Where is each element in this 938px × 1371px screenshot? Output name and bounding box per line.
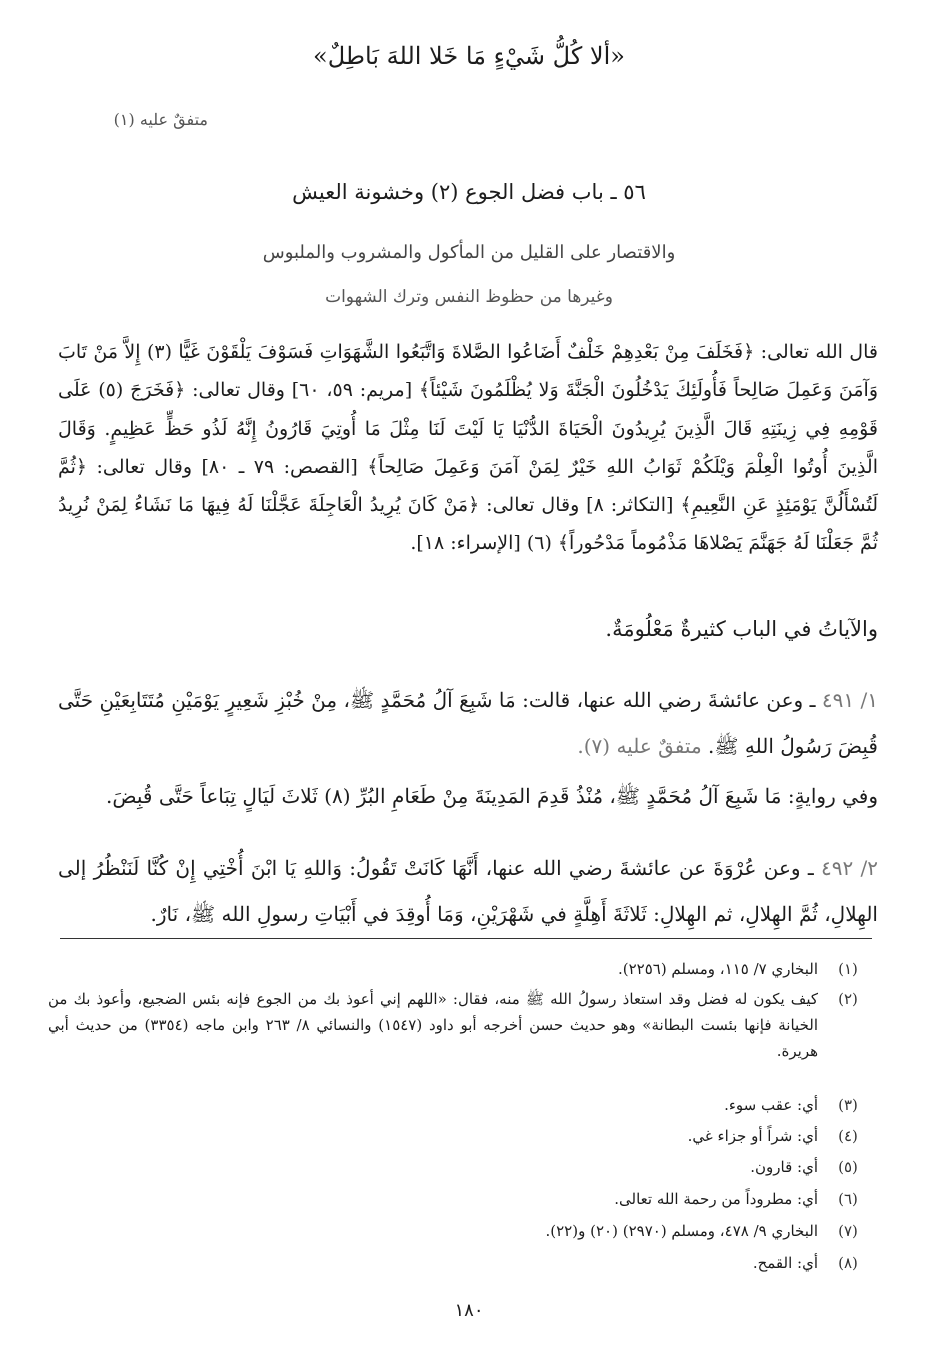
chapter-subtitle-1: والاقتصار على القليل من المأكول والمشروب والملبوس bbox=[262, 242, 676, 263]
hadith-492-number: ٢/ ٤٩٢ bbox=[821, 856, 878, 880]
footnote-3 bbox=[48, 1092, 878, 1118]
footnote-1 bbox=[48, 956, 878, 982]
top-agreed-text: متفقٌ عليه bbox=[139, 110, 208, 129]
footnote-text: أي: قارون. bbox=[750, 1158, 818, 1176]
footnote-text: البخاري ٧/ ١١٥، ومسلم (٢٢٥٦). bbox=[617, 960, 818, 978]
footnote-number: (٨) bbox=[838, 1254, 858, 1272]
footnote-number: (٥) bbox=[838, 1158, 858, 1176]
footnote-divider bbox=[60, 938, 872, 939]
hadith-491-text: ـ وعن عائشةَ رضي الله عنها، قالت: مَا شَبِعَ آلُ مُحَمَّدٍ ﷺ، مِنْ خُبْزِ شَعِيرٍ يَوْمَيْنِ مُتَتَابِعَيْنِ حَتَّى قُبِضَ رَسُولُ اللهِ ﷺ. bbox=[58, 688, 878, 758]
footnote-6 bbox=[48, 1186, 878, 1212]
footnote-number: (٢) bbox=[838, 990, 858, 1008]
footnote-text: كيف يكون له فضل وقد استعاذ رسولُ الله ﷺ منه، فقال: «اللهم إني أعوذ بك من الجوع فإنه بئس الضجيع، وأعوذ بك من الخيانة فإنها بئست البطانة» وهو حديث حسن أخرجه أبو داود (١٥٤٧) والنسائي ٨/ ٢٦٣ وابن ماجه (٣٣٥٤) من حديث أبي هريرة. bbox=[48, 990, 818, 1060]
footnote-text: أي: شراً أو جزاء غي. bbox=[687, 1127, 818, 1145]
chapter-title: ٥٦ ـ باب فضل الجوع (٢) وخشونة العيش bbox=[292, 180, 646, 204]
top-agreed-note bbox=[114, 110, 208, 129]
hadith-492 bbox=[58, 845, 878, 937]
chapter-subtitle-2: وغيرها من حظوظ النفس وترك الشهوات bbox=[325, 287, 613, 307]
page-number: ١٨٠ bbox=[454, 1300, 484, 1321]
footnote-number: (٣) bbox=[838, 1096, 858, 1114]
footnote-number: (٧) bbox=[838, 1222, 858, 1240]
footnote-number: (٤) bbox=[838, 1127, 858, 1145]
hadith-492-text: ـ وعن عُرْوَةَ عن عائشةَ رضي الله عنها، أَنَّهَا كَانَتْ تَقُولُ: وَاللهِ يَا ابْنَ أُخْتِي إِنْ كُنَّا لَنَنْظُرُ إلى الهِلالِ، ثُمَّ الهِلالِ، ثم الهِلالِ: ثَلاثَةَ أَهِلَّةٍ في شَهْرَيْنِ، وَمَا أُوقِدَ في أَبْيَاتِ رسولِ الله ﷺ، نَارٌ. bbox=[58, 856, 878, 926]
footnote-number: (٦) bbox=[838, 1190, 858, 1208]
footnote-2 bbox=[48, 986, 878, 1064]
ayat-note: والآياتُ في الباب كثيرةٌ مَعْلُومَةٌ. bbox=[605, 617, 878, 641]
footnote-4 bbox=[48, 1123, 878, 1149]
top-agreed-ref: (١) bbox=[113, 110, 135, 129]
footnote-text: البخاري ٩/ ٤٧٨، ومسلم (٢٩٧٠) (٢٠) و(٢٢). bbox=[545, 1222, 818, 1240]
riwaya-line: وفي روايةٍ: مَا شَبِعَ آلُ مُحَمَّدٍ ﷺ، مُنْذُ قَدِمَ المَدِينَةَ مِنْ طَعَامِ البُرِّ (٨) ثَلاثَ لَيَالٍ تِبَاعاً حَتَّى قُبِضَ. bbox=[106, 784, 878, 808]
footnote-8 bbox=[48, 1250, 878, 1276]
footnote-5 bbox=[48, 1154, 878, 1180]
quran-verses-paragraph: قال الله تعالى: ﴿فَخَلَفَ مِنْ بَعْدِهِمْ خَلْفٌ أَضَاعُوا الصَّلاةَ وَاتَّبَعُوا الشَّهَوَاتِ فَسَوْفَ يَلْقَوْنَ غَيًّا (٣) إِلاَّ مَنْ تَابَ وَآمَنَ وَعَمِلَ صَالِحاً فَأُولَئِكَ يَدْخُلُونَ الْجَنَّةَ وَلا يُظْلَمُونَ شَيْئاً﴾ [مريم: ٥٩، ٦٠] وقال تعالى: ﴿فَخَرَجَ (٥) عَلَى قَوْمِهِ فِي زِينَتِهِ قَالَ الَّذِينَ يُرِيدُونَ الْحَيَاةَ الدُّنْيَا يَا لَيْتَ لَنَا مِثْلَ مَا أُوتِيَ قَارُونُ إِنَّهُ لَذُو حَظٍّ عَظِيمٍ. وَقَالَ الَّذِينَ أُوتُوا الْعِلْمَ وَيْلَكُمْ ثَوَابُ اللهِ خَيْرٌ لِمَنْ آمَنَ وَعَمِلَ صَالِحاً﴾ [القصص: ٧٩ ـ ٨٠] وقال تعالى: ﴿ثُمَّ لَتُسْأَلُنَّ يَوْمَئِذٍ عَنِ النَّعِيمِ﴾ [التكاثر: ٨] وقال تعالى: ﴿مَنْ كَانَ يُرِيدُ الْعَاجِلَةَ عَجَّلْنَا لَهُ فِيهَا مَا نَشَاءُ لِمَنْ نُرِيدُ ثُمَّ جَعَلْنَا لَهُ جَهَنَّمَ يَصْلاهَا مَذْمُوماً مَدْحُوراً﴾ (٦) [الإسراء: ١٨]. bbox=[58, 341, 879, 555]
footnote-number: (١) bbox=[838, 960, 858, 978]
hadith-491-agreed: متفقٌ عليه (٧). bbox=[577, 734, 702, 758]
hadith-491-number: ١/ ٤٩١ bbox=[821, 688, 878, 712]
footnote-text: أي: مطروداً من رحمة الله تعالى. bbox=[614, 1190, 818, 1208]
footnote-text: أي: القمح. bbox=[752, 1254, 818, 1272]
hadith-491 bbox=[58, 677, 878, 769]
top-quote: «ألا كُلُّ شَيْءٍ مَا خَلا اللهَ بَاطِلٌ» bbox=[313, 42, 625, 70]
footnote-7 bbox=[48, 1218, 878, 1244]
footnote-text: أي: عقب سوء. bbox=[724, 1096, 818, 1114]
